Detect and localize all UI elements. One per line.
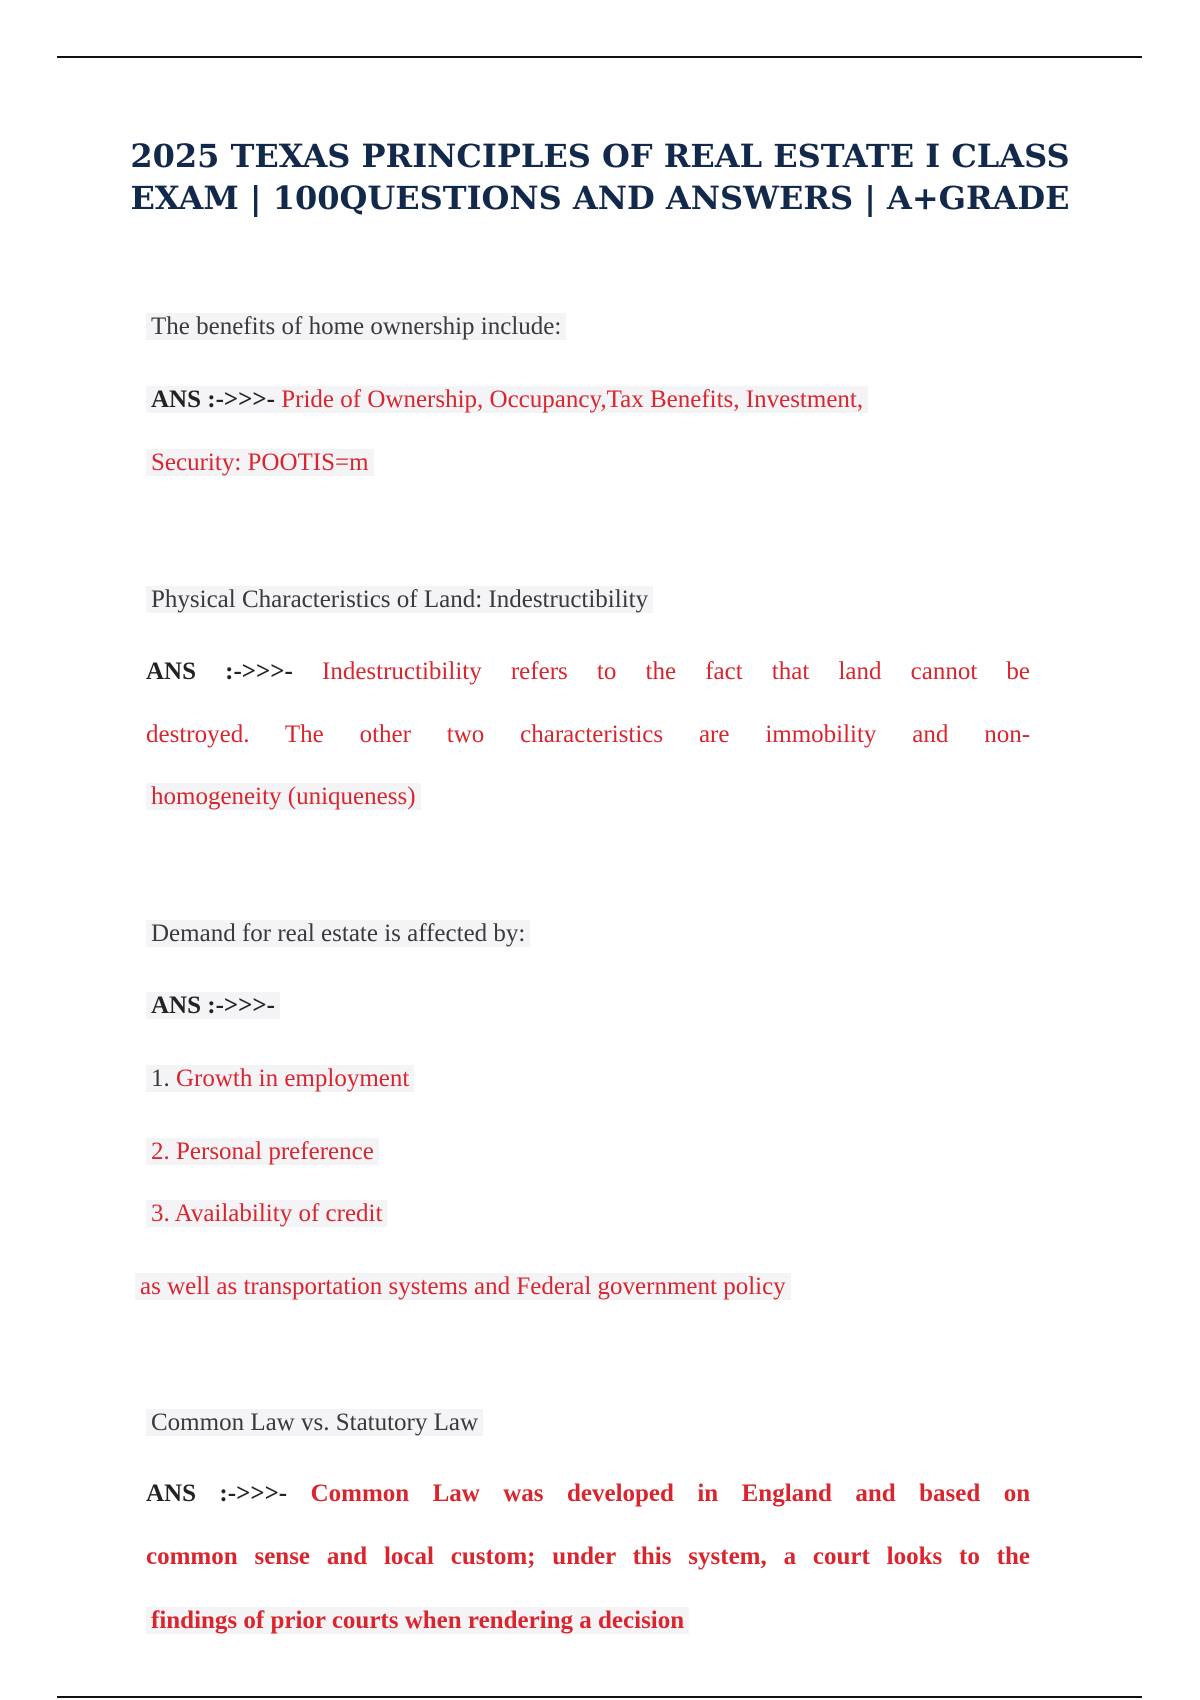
ans-prefix: ANS :->>>- <box>146 658 293 685</box>
answer-word: Indestructibility <box>322 658 482 685</box>
answer-3-prefix-line <box>146 990 280 1022</box>
answer-3-footer-text: as well as transportation systems and Federal government policy <box>135 1273 791 1300</box>
list-item-number: 3. <box>151 1200 170 1227</box>
question-4-text: Common Law vs. Statutory Law <box>146 1409 483 1436</box>
question-4 <box>146 1407 483 1439</box>
answer-word: land <box>838 658 882 685</box>
answer-word: characteristics <box>520 721 664 748</box>
answer-4-text-3: findings of prior courts when rendering a decision <box>146 1607 689 1634</box>
bottom-rule <box>57 1696 1142 1698</box>
answer-3-footer <box>135 1271 791 1303</box>
list-item <box>146 1136 379 1168</box>
answer-word: The <box>284 721 324 748</box>
question-2 <box>146 584 653 616</box>
answer-word: on <box>1003 1480 1031 1507</box>
ans-prefix: ANS :->>>- <box>146 992 280 1019</box>
question-1-text: The benefits of home ownership include: <box>146 313 566 340</box>
top-rule <box>57 56 1142 58</box>
answer-1-text-2: Security: POOTIS=m <box>146 449 374 476</box>
list-item <box>146 1198 387 1230</box>
answer-2-text-3: homogeneity (uniqueness) <box>146 783 421 810</box>
question-3 <box>146 918 530 950</box>
answer-word: was <box>503 1480 544 1507</box>
answer-word: and <box>912 721 949 748</box>
answer-2-line-1 <box>146 656 1030 688</box>
question-2-text: Physical Characteristics of Land: Indestructibility <box>146 586 653 613</box>
list-item-text: Availability of credit <box>174 1200 383 1227</box>
answer-word: the <box>645 658 677 685</box>
list-item <box>146 1063 414 1095</box>
list-item-number: 1. <box>151 1065 170 1092</box>
list-item-text: Personal preference <box>176 1138 374 1165</box>
list-item-text: Growth in employment <box>176 1065 410 1092</box>
ans-prefix: ANS :->>>- <box>151 386 275 413</box>
answer-word: two <box>446 721 485 748</box>
answer-word: non- <box>984 721 1031 748</box>
answer-word: to <box>596 658 617 685</box>
title-line-2: EXAM | 100QUESTIONS AND ANSWERS | A+GRADE <box>130 179 1070 217</box>
answer-word: developed <box>566 1480 674 1507</box>
answer-word: fact <box>705 658 743 685</box>
answer-4-line-1 <box>146 1478 1030 1510</box>
answer-1-line-1 <box>146 384 868 416</box>
answer-word: and <box>855 1480 896 1507</box>
answer-word: Common <box>310 1480 410 1507</box>
title-line-1: 2025 TEXAS PRINCIPLES OF REAL ESTATE I CLASS <box>130 137 1070 175</box>
answer-word: are <box>698 721 730 748</box>
answer-word: in <box>697 1480 719 1507</box>
answer-word: immobility <box>765 721 877 748</box>
list-item-number: 2. <box>151 1138 170 1165</box>
answer-4-line-3 <box>146 1605 689 1637</box>
answer-word: refers <box>510 658 568 685</box>
answer-4-text-2: common sense and local custom; under this system, a court looks to the <box>146 1543 1030 1570</box>
answer-word: other <box>359 721 411 748</box>
document-title <box>80 135 1120 219</box>
answer-word: destroyed. <box>146 721 250 748</box>
question-1 <box>146 311 566 343</box>
answer-word: based <box>919 1480 981 1507</box>
answer-word: Law <box>432 1480 480 1507</box>
answer-4-line-2 <box>146 1541 1030 1573</box>
answer-word: cannot <box>910 658 978 685</box>
answer-word: be <box>1006 658 1031 685</box>
answer-2-line-3 <box>146 781 421 813</box>
answer-1-text-1: Pride of Ownership, Occupancy,Tax Benefits, Investment, <box>281 386 864 413</box>
answer-1-line-2 <box>146 447 374 479</box>
ans-prefix: ANS :->>>- <box>146 1480 288 1507</box>
answer-2-line-2 <box>146 719 1030 751</box>
answer-word: England <box>741 1480 832 1507</box>
answer-word: that <box>771 658 810 685</box>
question-3-text: Demand for real estate is affected by: <box>146 920 530 947</box>
